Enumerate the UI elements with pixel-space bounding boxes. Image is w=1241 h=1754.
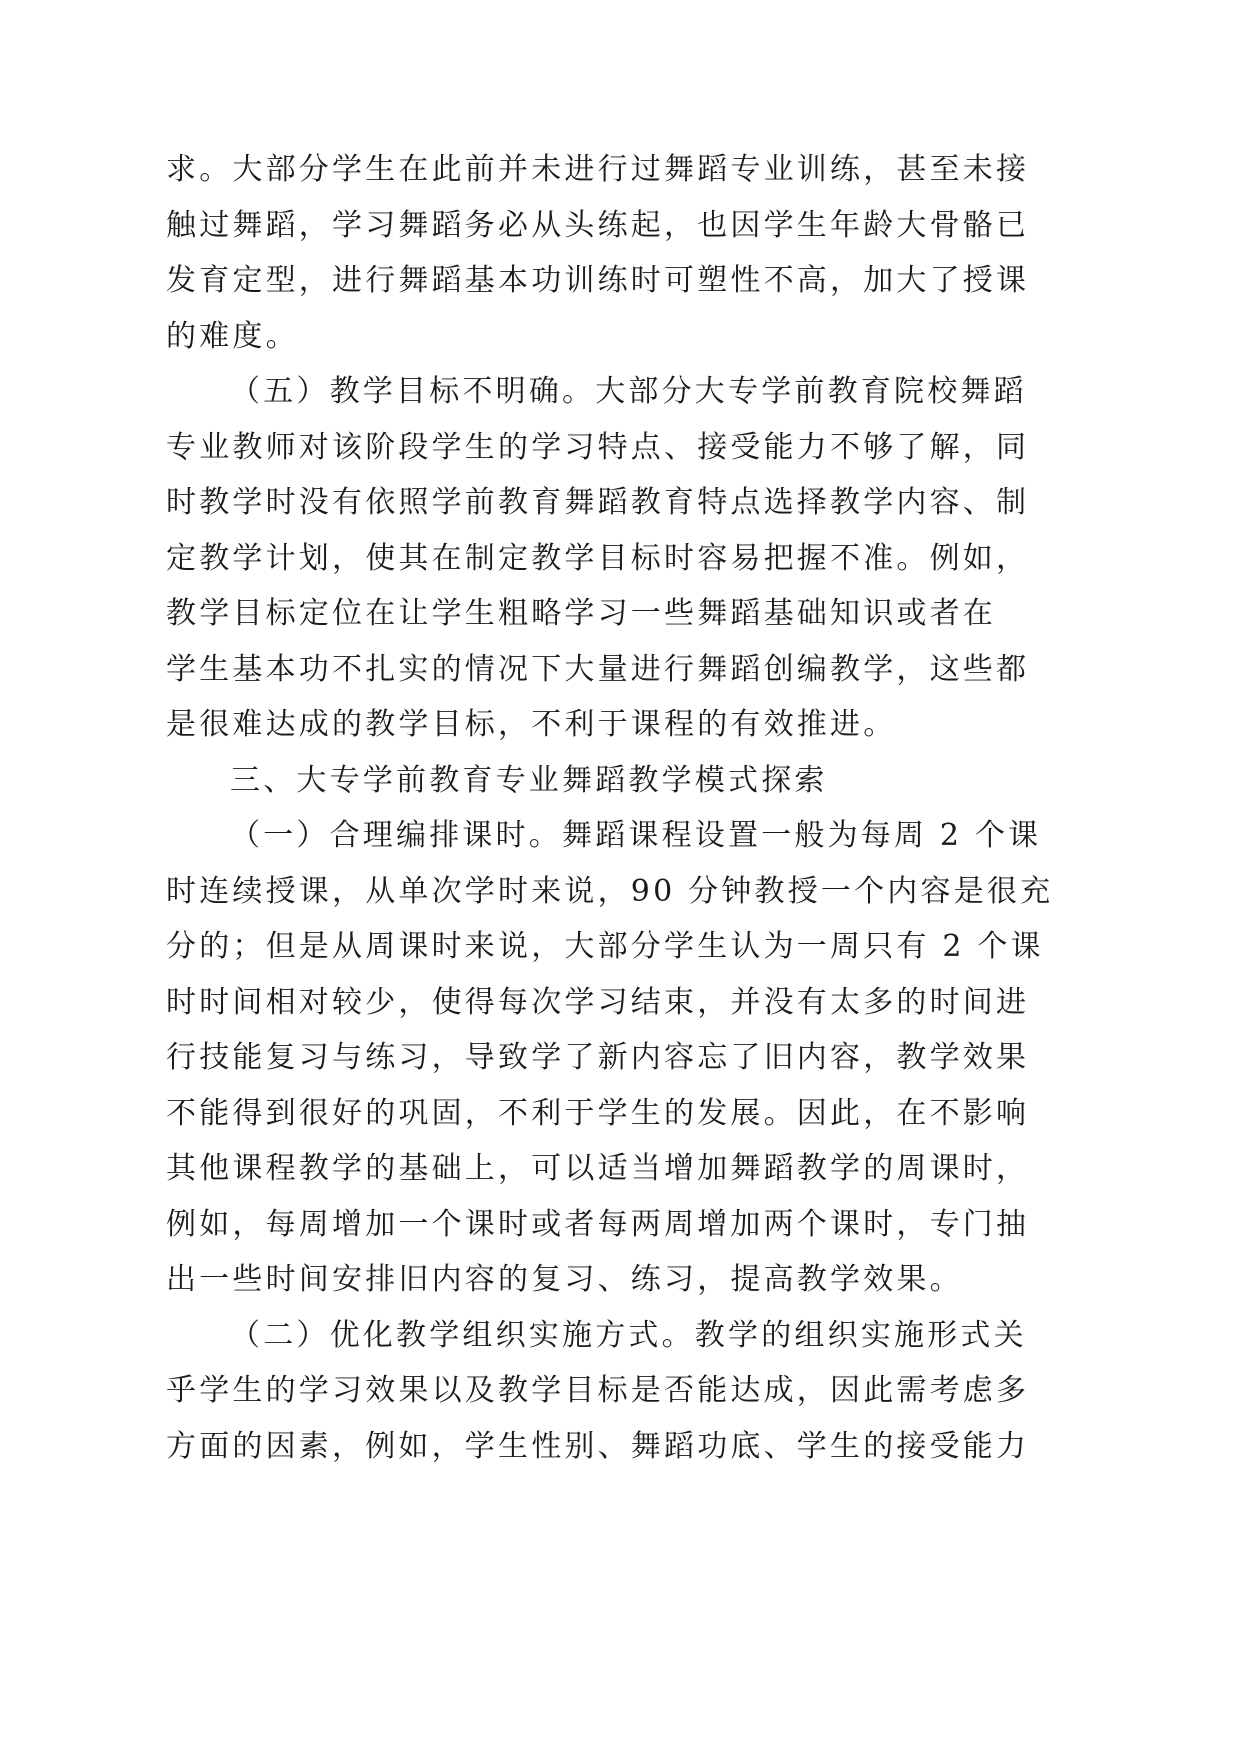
text-line: （五）教学目标不明确。大部分大专学前教育院校舞蹈 bbox=[230, 374, 1027, 409]
text-line: 不能得到很好的巩固，不利于学生的发展。因此，在不影响 bbox=[166, 1095, 1030, 1131]
text-line: 触过舞蹈，学习舞蹈务必从头练起，也因学生年龄大骨骼已 bbox=[166, 207, 1030, 243]
text-line: 乎学生的学习效果以及教学目标是否能达成，因此需考虑多 bbox=[166, 1373, 1030, 1408]
text-line: 其他课程教学的基础上，可以适当增加舞蹈教学的周课时， bbox=[166, 1151, 1030, 1186]
text-line: 时教学时没有依照学前教育舞蹈教育特点选择教学内容、制 bbox=[166, 485, 1030, 520]
text-line: （二）优化教学组织实施方式。教学的组织实施形式关 bbox=[230, 1317, 1027, 1353]
paragraph-class-hours bbox=[166, 808, 1054, 1308]
body-text bbox=[166, 142, 1054, 1474]
text-line: 的难度。 bbox=[166, 318, 299, 354]
text-line: 时连续授课，从单次学时来说，90 分钟教授一个内容是很充 bbox=[166, 873, 1054, 909]
text-line: 方面的因素，例如，学生性别、舞蹈功底、学生的接受能力 bbox=[166, 1428, 1030, 1464]
paragraph-continuation bbox=[166, 142, 1030, 364]
text-line: 出一些时间安排旧内容的复习、练习，提高教学效果。 bbox=[166, 1262, 963, 1297]
text-line: 发育定型，进行舞蹈基本功训练时可塑性不高，加大了授课 bbox=[166, 263, 1030, 298]
text-line: 行技能复习与练习，导致学了新内容忘了旧内容，教学效果 bbox=[166, 1040, 1030, 1075]
text-line: 是很难达成的教学目标，不利于课程的有效推进。 bbox=[166, 707, 897, 742]
text-line: 教学目标定位在让学生粗略学习一些舞蹈基础知识或者在 bbox=[166, 596, 996, 631]
text-line: 学生基本功不扎实的情况下大量进行舞蹈创编教学，这些都 bbox=[166, 651, 1030, 687]
text-line: 专业教师对该阶段学生的学习特点、接受能力不够了解，同 bbox=[166, 429, 1030, 465]
text-line: 定教学计划，使其在制定教学目标时容易把握不准。例如， bbox=[166, 540, 1030, 576]
heading-line: 三、大专学前教育专业舞蹈教学模式探索 bbox=[230, 762, 828, 798]
text-line: 时时间相对较少，使得每次学习结束，并没有太多的时间进 bbox=[166, 984, 1030, 1020]
text-line: 例如，每周增加一个课时或者每两周增加两个课时，专门抽 bbox=[166, 1206, 1030, 1242]
text-line: 分的；但是从周课时来说，大部分学生认为一周只有 2 个课 bbox=[166, 929, 1044, 964]
paragraph-organization bbox=[166, 1308, 1030, 1475]
section-heading bbox=[166, 753, 948, 809]
text-line: 求。大部分学生在此前并未进行过舞蹈专业训练，甚至未接 bbox=[166, 152, 1030, 187]
paragraph-teaching-goals bbox=[166, 364, 1030, 753]
text-line: （一）合理编排课时。舞蹈课程设置一般为每周 2 个课 bbox=[230, 818, 1042, 853]
